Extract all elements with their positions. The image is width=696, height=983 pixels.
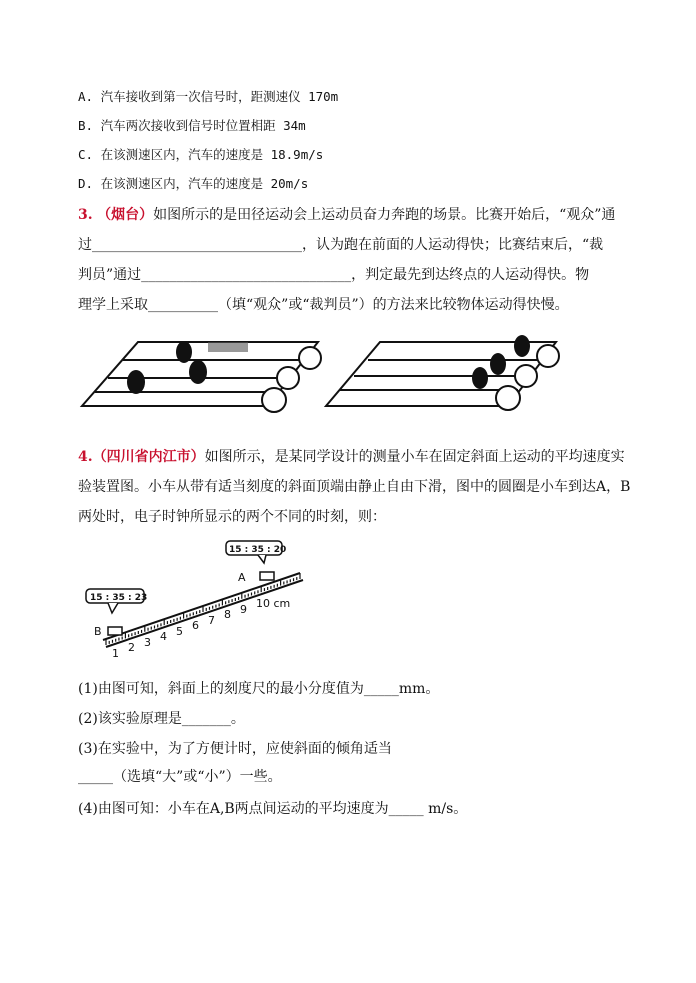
tick-label-5: 5: [176, 625, 183, 638]
q4-sub4: (4)由图可知：小车在A,B两点间运动的平均速度为_____ m/s。: [78, 801, 468, 817]
q4-line3: 两处时，电子时钟所显示的两个不同的时刻，则：: [78, 509, 386, 525]
tick-label-2: 2: [128, 641, 135, 654]
label-a: A: [238, 571, 246, 584]
q4-text1: 如图所示，是某同学设计的测量小车在固定斜面上运动的平均速度实: [204, 449, 625, 465]
cart-b: [108, 627, 122, 635]
option-b: B. 汽车两次接收到信号时位置相距 34m: [78, 118, 306, 133]
cart-a: [260, 572, 274, 580]
q3-source: （烟台）: [97, 207, 154, 223]
tick-label-1: 1: [112, 647, 119, 660]
stopwatches-right: [496, 345, 559, 410]
stopwatches-left: [262, 347, 321, 412]
q4-sub2: (2)该实验原理是_______。: [78, 711, 245, 727]
q4-line1: [78, 448, 625, 466]
tick-label-8: 8: [224, 608, 231, 621]
label-b: B: [94, 625, 102, 638]
tick-label-6: 6: [192, 619, 199, 632]
q3-line4: 理学上采取__________（填“观众”或“裁判员”）的方法来比较物体运动得快慢。: [78, 297, 569, 313]
q4-sub1: (1)由图可知，斜面上的刻度尺的最小分度值为_____mm。: [78, 681, 440, 697]
clock-b-time: 15 : 35 : 23: [90, 593, 148, 603]
tick-label-7: 7: [208, 614, 215, 627]
q4-sub3a: (3)在实验中，为了方便计时，应使斜面的倾角适当: [78, 741, 392, 757]
clock-a: [226, 541, 286, 563]
option-d: D. 在该测速区内，汽车的速度是 20m/s: [78, 176, 309, 191]
tick-label-4: 4: [160, 630, 167, 643]
q3-text1: 如图所示的是田径运动会上运动员奋力奔跑的场景。比赛开始后，“观众”通: [153, 207, 616, 223]
running-track-figure: [78, 330, 578, 420]
option-a: A. 汽车接收到第一次信号时，距测速仪 170m: [78, 89, 339, 104]
runners-left: [127, 341, 248, 394]
q4-sub3b: _____（选填“大”或“小”）一些。: [78, 769, 282, 785]
clock-b: [86, 589, 147, 613]
tick-label-9: 9: [240, 603, 247, 616]
tick-label-3: 3: [144, 636, 151, 649]
q3-line2: 过______________________________，认为跑在前面的人运动得快；比赛结束后，“裁: [78, 237, 604, 253]
clock-a-time: 15 : 35 : 20: [229, 545, 287, 555]
q3-number: 3.: [78, 207, 93, 223]
q4-line2: 验装置图。小车从带有适当刻度的斜面顶端由静止自由下滑，图中的圆圈是小车到达A，B: [78, 479, 631, 495]
incline-figure: [78, 535, 328, 660]
option-c: C. 在该测速区内，汽车的速度是 18.9m/s: [78, 147, 324, 162]
q4-source: （四川省内江市）: [92, 449, 205, 465]
tick-label-10: 10 cm: [256, 597, 291, 610]
q4-number: 4.: [78, 449, 93, 465]
q3-line3: 判员”通过______________________________，判定最先到达终点的人运动得快。物: [78, 267, 590, 283]
q3-line1: [78, 206, 615, 224]
